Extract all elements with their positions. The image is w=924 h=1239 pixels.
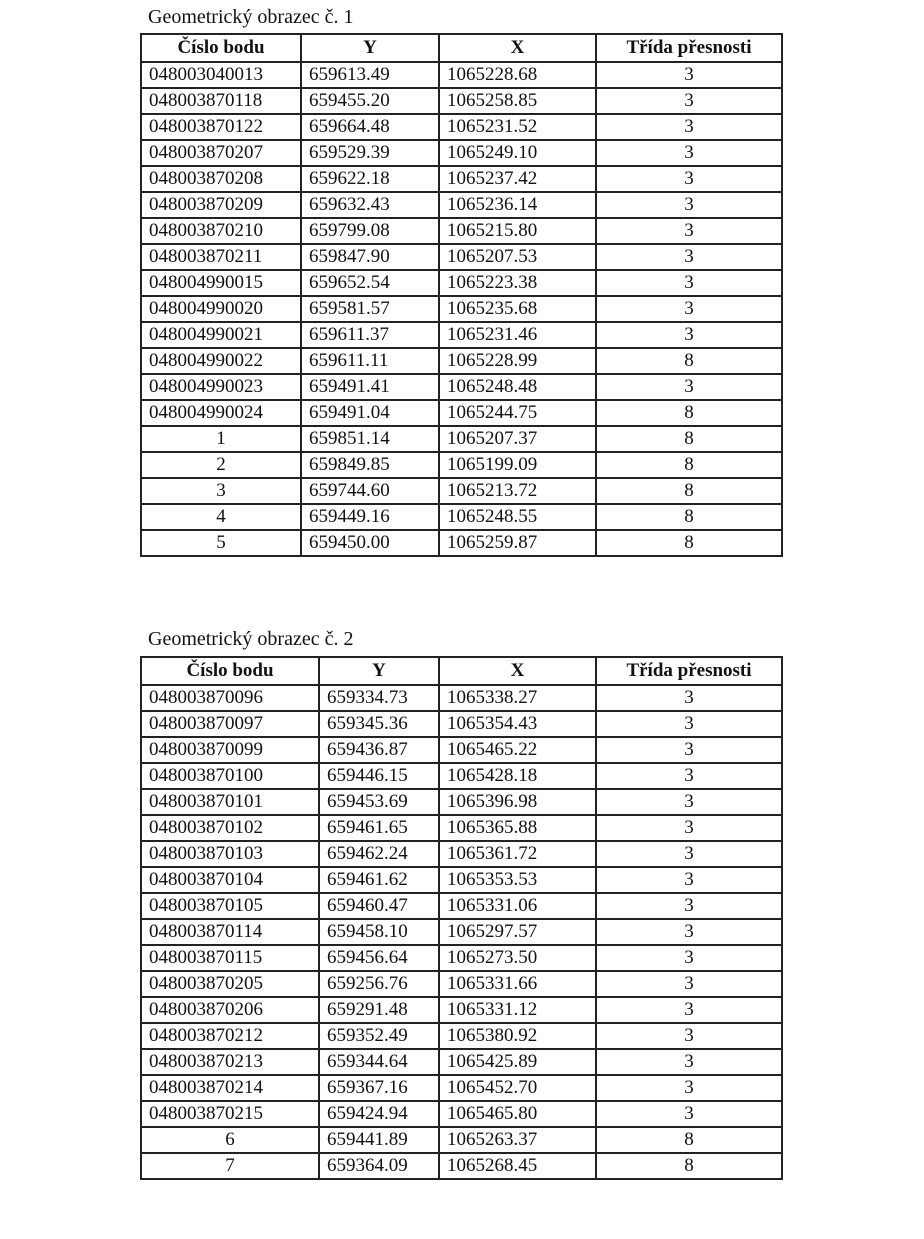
cell-y: 659291.48 [319,997,439,1023]
table-row [141,711,782,737]
cell-trida-presnosti: 8 [596,452,782,478]
cell-cislo-bodu: 048003870206 [141,997,319,1023]
table-row [141,322,782,348]
table-row [141,1049,782,1075]
cell-x: 1065268.45 [439,1153,596,1179]
cell-x: 1065207.37 [439,426,596,452]
cell-trida-presnosti: 3 [596,893,782,919]
cell-x: 1065331.12 [439,997,596,1023]
cell-trida-presnosti: 3 [596,1049,782,1075]
cell-trida-presnosti: 3 [596,919,782,945]
cell-trida-presnosti: 3 [596,945,782,971]
table-row [141,374,782,400]
cell-cislo-bodu: 048003870096 [141,685,319,711]
cell-trida-presnosti: 3 [596,1075,782,1101]
table2-caption: Geometrický obrazec č. 2 [148,628,354,650]
table-row [141,114,782,140]
cell-y: 659441.89 [319,1127,439,1153]
cell-x: 1065207.53 [439,244,596,270]
cell-x: 1065465.80 [439,1101,596,1127]
cell-trida-presnosti: 8 [596,504,782,530]
cell-cislo-bodu: 048003870214 [141,1075,319,1101]
cell-trida-presnosti: 3 [596,322,782,348]
cell-y: 659664.48 [301,114,439,140]
cell-trida-presnosti: 3 [596,270,782,296]
cell-x: 1065258.85 [439,88,596,114]
cell-trida-presnosti: 3 [596,140,782,166]
cell-x: 1065338.27 [439,685,596,711]
cell-trida-presnosti: 3 [596,815,782,841]
table-row [141,867,782,893]
cell-cislo-bodu: 048004990021 [141,322,301,348]
cell-trida-presnosti: 3 [596,192,782,218]
cell-y: 659344.64 [319,1049,439,1075]
col-header-y: Y [319,657,439,685]
cell-cislo-bodu: 4 [141,504,301,530]
cell-x: 1065353.53 [439,867,596,893]
cell-y: 659458.10 [319,919,439,945]
cell-cislo-bodu: 048003870205 [141,971,319,997]
cell-cislo-bodu: 2 [141,452,301,478]
cell-x: 1065199.09 [439,452,596,478]
table-row [141,426,782,452]
cell-cislo-bodu: 048004990022 [141,348,301,374]
cell-cislo-bodu: 048003870118 [141,88,301,114]
cell-x: 1065259.87 [439,530,596,556]
cell-x: 1065248.48 [439,374,596,400]
cell-y: 659799.08 [301,218,439,244]
cell-y: 659334.73 [319,685,439,711]
cell-cislo-bodu: 048003870210 [141,218,301,244]
cell-trida-presnosti: 8 [596,1153,782,1179]
cell-trida-presnosti: 3 [596,1101,782,1127]
table-row [141,478,782,504]
cell-x: 1065237.42 [439,166,596,192]
cell-y: 659461.65 [319,815,439,841]
table-row [141,348,782,374]
header-row [141,34,782,62]
table-row [141,971,782,997]
cell-cislo-bodu: 1 [141,426,301,452]
cell-cislo-bodu: 048003870211 [141,244,301,270]
cell-trida-presnosti: 3 [596,971,782,997]
cell-x: 1065228.99 [439,348,596,374]
cell-y: 659367.16 [319,1075,439,1101]
table-row [141,140,782,166]
table-row [141,1153,782,1179]
cell-x: 1065235.68 [439,296,596,322]
cell-trida-presnosti: 3 [596,88,782,114]
col-header-y: Y [301,34,439,62]
table-row [141,685,782,711]
cell-x: 1065331.06 [439,893,596,919]
cell-cislo-bodu: 048003870102 [141,815,319,841]
cell-x: 1065380.92 [439,1023,596,1049]
cell-x: 1065354.43 [439,711,596,737]
cell-y: 659491.41 [301,374,439,400]
cell-cislo-bodu: 048004990020 [141,296,301,322]
table-row [141,192,782,218]
cell-cislo-bodu: 048003870100 [141,763,319,789]
table1-caption: Geometrický obrazec č. 1 [148,6,354,28]
cell-trida-presnosti: 3 [596,296,782,322]
cell-y: 659352.49 [319,1023,439,1049]
table-row [141,62,782,88]
table-row [141,296,782,322]
cell-y: 659611.37 [301,322,439,348]
cell-cislo-bodu: 048003870215 [141,1101,319,1127]
cell-cislo-bodu: 048004990023 [141,374,301,400]
cell-x: 1065263.37 [439,1127,596,1153]
cell-trida-presnosti: 3 [596,1023,782,1049]
col-header-x: X [439,657,596,685]
table-row [141,452,782,478]
table-row [141,893,782,919]
table-row [141,815,782,841]
cell-x: 1065452.70 [439,1075,596,1101]
cell-y: 659446.15 [319,763,439,789]
cell-cislo-bodu: 3 [141,478,301,504]
cell-trida-presnosti: 3 [596,789,782,815]
cell-x: 1065331.66 [439,971,596,997]
cell-x: 1065215.80 [439,218,596,244]
col-header-cislo-bodu: Číslo bodu [141,657,319,685]
cell-x: 1065244.75 [439,400,596,426]
cell-trida-presnosti: 8 [596,530,782,556]
cell-x: 1065396.98 [439,789,596,815]
table-row [141,400,782,426]
cell-trida-presnosti: 3 [596,62,782,88]
table-row [141,1127,782,1153]
cell-cislo-bodu: 048003040013 [141,62,301,88]
cell-x: 1065425.89 [439,1049,596,1075]
cell-y: 659632.43 [301,192,439,218]
cell-x: 1065361.72 [439,841,596,867]
cell-x: 1065365.88 [439,815,596,841]
cell-trida-presnosti: 3 [596,114,782,140]
cell-cislo-bodu: 048003870207 [141,140,301,166]
cell-cislo-bodu: 048003870212 [141,1023,319,1049]
cell-y: 659613.49 [301,62,439,88]
cell-x: 1065465.22 [439,737,596,763]
cell-y: 659581.57 [301,296,439,322]
table-row [141,841,782,867]
table-row [141,530,782,556]
cell-cislo-bodu: 048003870213 [141,1049,319,1075]
cell-x: 1065231.52 [439,114,596,140]
cell-y: 659849.85 [301,452,439,478]
table-row [141,504,782,530]
cell-cislo-bodu: 048003870104 [141,867,319,893]
cell-trida-presnosti: 8 [596,426,782,452]
cell-x: 1065297.57 [439,919,596,945]
cell-y: 659851.14 [301,426,439,452]
cell-trida-presnosti: 8 [596,348,782,374]
table-row [141,737,782,763]
cell-y: 659529.39 [301,140,439,166]
cell-trida-presnosti: 3 [596,685,782,711]
cell-trida-presnosti: 8 [596,400,782,426]
cell-cislo-bodu: 048003870208 [141,166,301,192]
table-row [141,945,782,971]
cell-trida-presnosti: 3 [596,374,782,400]
cell-cislo-bodu: 5 [141,530,301,556]
col-header-cislo-bodu: Číslo bodu [141,34,301,62]
cell-x: 1065213.72 [439,478,596,504]
table-row [141,88,782,114]
cell-y: 659461.62 [319,867,439,893]
cell-y: 659622.18 [301,166,439,192]
cell-y: 659455.20 [301,88,439,114]
cell-y: 659256.76 [319,971,439,997]
cell-x: 1065273.50 [439,945,596,971]
cell-y: 659460.47 [319,893,439,919]
cell-trida-presnosti: 3 [596,737,782,763]
col-header-trida-presnosti: Třída přesnosti [596,657,782,685]
col-header-x: X [439,34,596,62]
cell-x: 1065228.68 [439,62,596,88]
cell-y: 659436.87 [319,737,439,763]
cell-trida-presnosti: 8 [596,1127,782,1153]
table1 [140,33,783,557]
cell-y: 659345.36 [319,711,439,737]
table-row [141,763,782,789]
cell-x: 1065236.14 [439,192,596,218]
cell-y: 659611.11 [301,348,439,374]
cell-y: 659652.54 [301,270,439,296]
cell-trida-presnosti: 3 [596,711,782,737]
cell-x: 1065249.10 [439,140,596,166]
cell-y: 659449.16 [301,504,439,530]
cell-cislo-bodu: 048003870103 [141,841,319,867]
cell-cislo-bodu: 048003870122 [141,114,301,140]
cell-y: 659456.64 [319,945,439,971]
cell-x: 1065428.18 [439,763,596,789]
cell-cislo-bodu: 048003870097 [141,711,319,737]
cell-trida-presnosti: 3 [596,997,782,1023]
table-row [141,270,782,296]
cell-cislo-bodu: 048004990024 [141,400,301,426]
cell-cislo-bodu: 7 [141,1153,319,1179]
cell-y: 659364.09 [319,1153,439,1179]
cell-cislo-bodu: 048003870114 [141,919,319,945]
cell-y: 659462.24 [319,841,439,867]
cell-trida-presnosti: 3 [596,244,782,270]
cell-y: 659491.04 [301,400,439,426]
cell-y: 659450.00 [301,530,439,556]
table-row [141,1023,782,1049]
cell-trida-presnosti: 3 [596,867,782,893]
cell-cislo-bodu: 048003870209 [141,192,301,218]
cell-cislo-bodu: 048003870115 [141,945,319,971]
table-row [141,244,782,270]
header-row [141,657,782,685]
cell-cislo-bodu: 048003870105 [141,893,319,919]
table-row [141,789,782,815]
cell-trida-presnosti: 3 [596,218,782,244]
table-row [141,1075,782,1101]
cell-cislo-bodu: 6 [141,1127,319,1153]
cell-cislo-bodu: 048004990015 [141,270,301,296]
cell-cislo-bodu: 048003870101 [141,789,319,815]
cell-y: 659744.60 [301,478,439,504]
cell-x: 1065248.55 [439,504,596,530]
cell-trida-presnosti: 3 [596,166,782,192]
cell-trida-presnosti: 8 [596,478,782,504]
cell-cislo-bodu: 048003870099 [141,737,319,763]
table-row [141,919,782,945]
table-row [141,997,782,1023]
col-header-trida-presnosti: Třída přesnosti [596,34,782,62]
table2 [140,656,783,1180]
cell-x: 1065231.46 [439,322,596,348]
table-row [141,1101,782,1127]
cell-trida-presnosti: 3 [596,841,782,867]
table-row [141,218,782,244]
table-row [141,166,782,192]
cell-x: 1065223.38 [439,270,596,296]
cell-y: 659453.69 [319,789,439,815]
cell-trida-presnosti: 3 [596,763,782,789]
cell-y: 659424.94 [319,1101,439,1127]
cell-y: 659847.90 [301,244,439,270]
